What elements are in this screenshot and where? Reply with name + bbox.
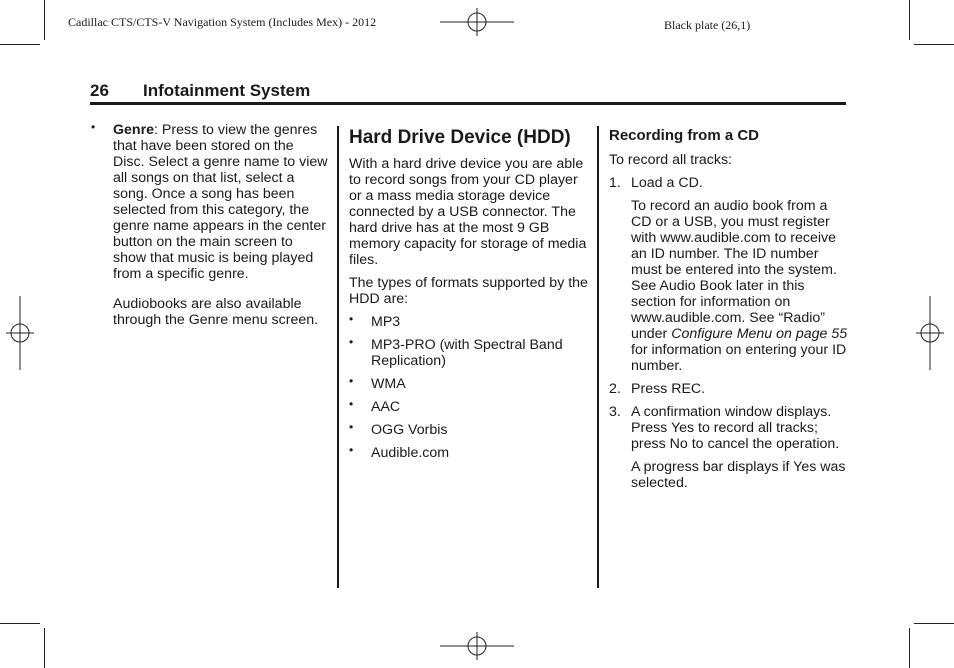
format-item: WMA (371, 376, 406, 392)
step-number: 2. (609, 381, 621, 397)
bullet: • (349, 312, 354, 326)
step-note (609, 198, 849, 374)
registration-line (440, 21, 514, 23)
step-item (609, 404, 849, 452)
column-divider (337, 126, 339, 588)
bullet: • (349, 335, 354, 349)
step-item (609, 175, 849, 191)
format-item: Audible.com (371, 445, 450, 461)
section-title: Infotainment System (143, 81, 311, 100)
crop-mark (909, 0, 910, 40)
column-2 (349, 127, 589, 468)
step-text: Load a CD. (631, 175, 703, 191)
crop-mark (914, 44, 954, 45)
list-item (349, 314, 589, 330)
list-item (91, 122, 329, 282)
page-number: 26 (90, 81, 109, 100)
formats-intro: The types of formats supported by the HDD are: (349, 275, 588, 307)
registration-line (19, 296, 21, 370)
column-3 (609, 127, 849, 498)
section-header (90, 80, 846, 105)
hdd-intro: With a hard drive device you are able to record songs from your CD player or a mass media storage device connected by a USB connector. The hard drive has at the most 9 GB memory capacity for storage of media files. (349, 156, 587, 268)
format-item: MP3-PRO (with Spectral Band Replication) (371, 337, 563, 369)
format-item: OGG Vorbis (371, 422, 448, 438)
step-item (609, 381, 849, 397)
crop-mark (44, 0, 45, 40)
crop-mark (0, 623, 40, 624)
bullet: • (349, 374, 354, 388)
recording-heading: Recording from a CD (609, 127, 760, 144)
genre-description: : Press to view the genres that have been stored on the Disc. Select a genre name to view all songs on that list, select a song. Once a song has been selected from this category, the genre name appears in the center button on the main screen to show that music is being played from a specific genre. (113, 122, 328, 282)
crop-mark (914, 623, 954, 624)
bullet: • (349, 397, 354, 411)
column-1 (91, 122, 329, 335)
step-note-text: for information on entering your ID number. (631, 342, 847, 374)
bullet: • (349, 420, 354, 434)
step-text: A confirmation window displays. Press Yes to record all tracks; press No to cancel the operation. (631, 404, 840, 452)
genre-term: Genre (113, 122, 155, 138)
bullet: • (349, 443, 354, 457)
list-item (349, 337, 589, 369)
list-item (349, 422, 589, 438)
list-item (349, 399, 589, 415)
step-number: 3. (609, 404, 621, 420)
bullet: • (91, 120, 96, 134)
step-text: Press REC. (631, 381, 706, 397)
plate-label: Black plate (26,1) (664, 18, 751, 32)
crop-mark (0, 44, 40, 45)
step-note-text: To record an audio book from a CD or a USB, you must register with www.audible.com to receive an ID number. The ID number must be entered into the system. See Audio Book later in this section for information on www.audible.com. See “Radio” under (631, 198, 837, 342)
format-item: AAC (371, 399, 401, 415)
hdd-heading: Hard Drive Device (HDD) (349, 127, 571, 148)
column-divider (597, 126, 599, 588)
recording-intro: To record all tracks: (609, 152, 732, 168)
crop-mark (909, 628, 910, 668)
audiobooks-note: Audiobooks are also available through the Genre menu screen. (113, 296, 319, 328)
registration-line (929, 296, 931, 370)
format-item: MP3 (371, 314, 401, 330)
step-note: A progress bar displays if Yes was selected. (631, 459, 846, 491)
crop-mark (44, 628, 45, 668)
registration-line (440, 645, 514, 647)
document-title: Cadillac CTS/CTS-V Navigation System (Includes Mex) - 2012 (68, 15, 377, 29)
list-item (349, 445, 589, 461)
step-number: 1. (609, 175, 621, 191)
cross-reference-link[interactable]: Configure Menu on page 55 (671, 326, 848, 342)
list-item (349, 376, 589, 392)
